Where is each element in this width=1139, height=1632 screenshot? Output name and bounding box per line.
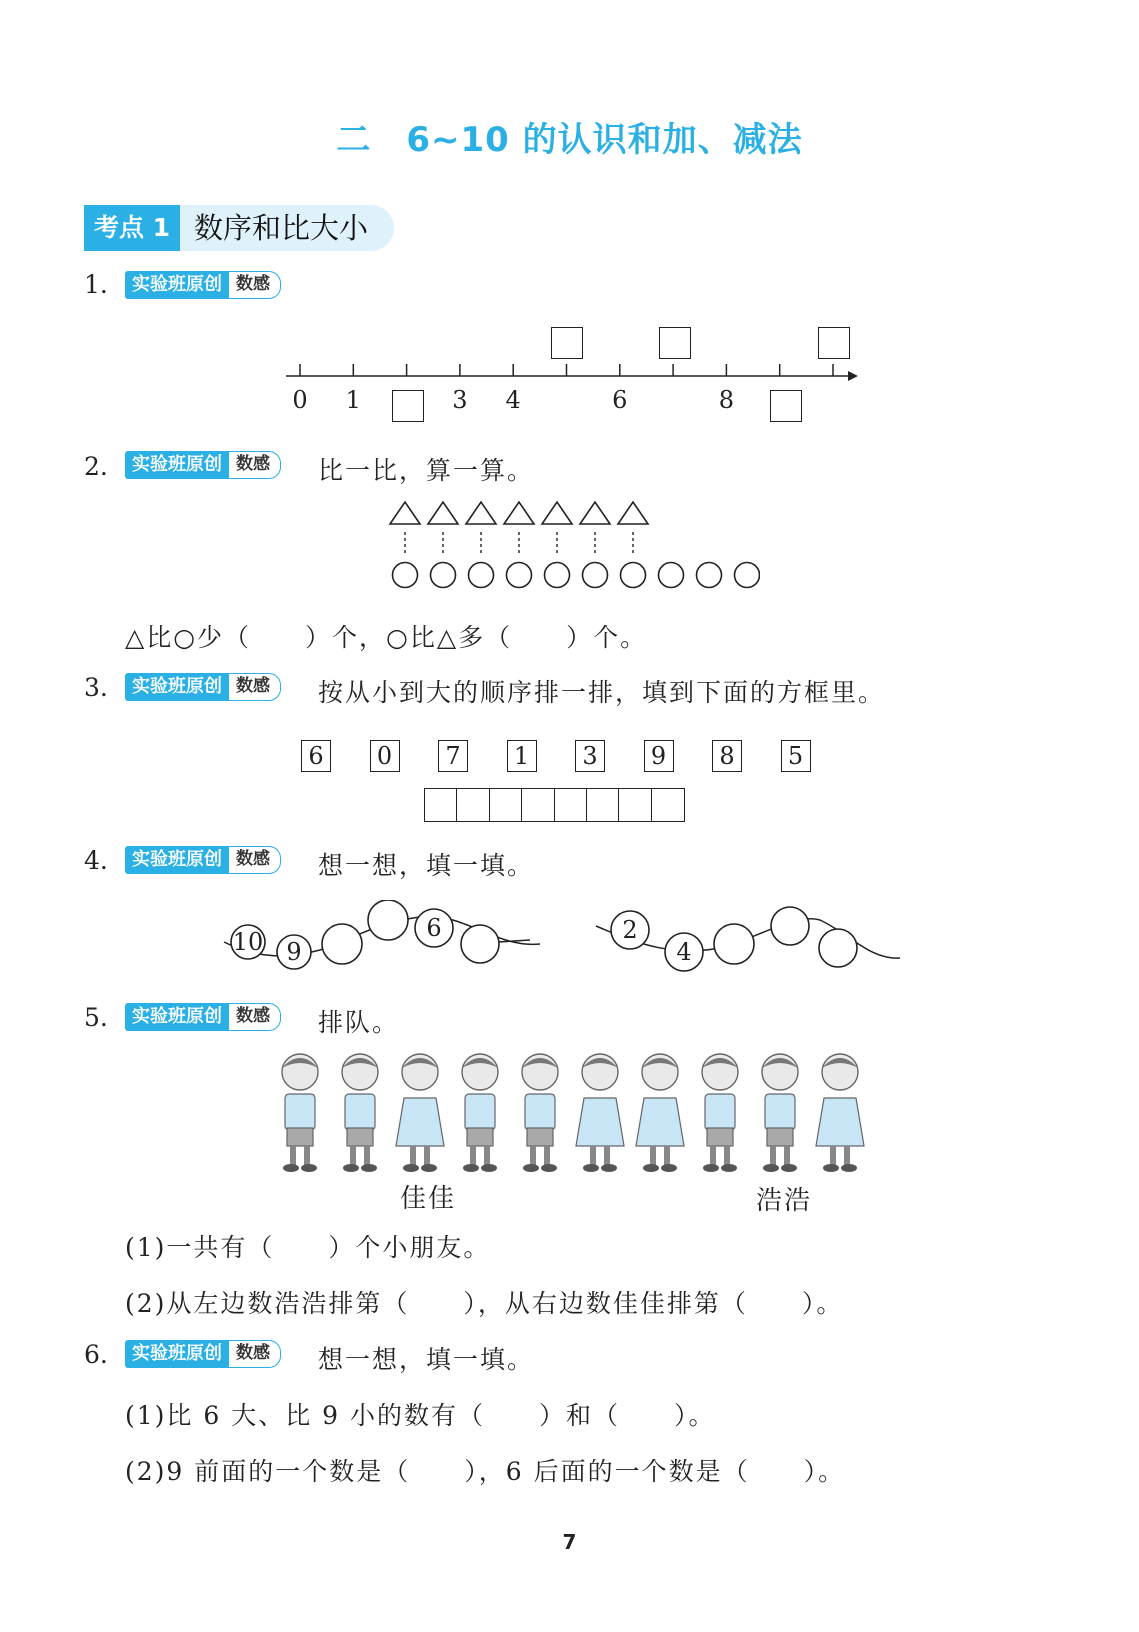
boy-figure xyxy=(702,1054,738,1172)
question-6-badge xyxy=(125,1340,281,1368)
badge-skill: 数感 xyxy=(229,1003,281,1031)
chain-circle[interactable] xyxy=(322,924,362,964)
number-card: 0 xyxy=(370,740,400,772)
question-5-line-1: (1)一共有（ ）个小朋友。 xyxy=(125,1233,491,1262)
tick-label: 1 xyxy=(345,386,361,414)
sort-answer-box[interactable] xyxy=(554,788,588,822)
question-3-badge xyxy=(125,673,281,701)
circle xyxy=(621,563,646,588)
topic-name: 数序和比大小 xyxy=(180,205,394,251)
number-card: 6 xyxy=(301,740,331,772)
question-4-text: 想一想，填一填。 xyxy=(318,851,535,880)
circle xyxy=(735,563,760,588)
question-3-text: 按从小到大的顺序排一排，填到下面的方框里。 xyxy=(318,678,886,707)
number-line-answer-box[interactable] xyxy=(659,327,691,359)
shapes-compare xyxy=(380,500,760,600)
question-6-line-1: (1)比 6 大、比 9 小的数有（ ）和（ ）。 xyxy=(125,1401,716,1430)
number-card: 8 xyxy=(712,740,742,772)
number-card: 9 xyxy=(644,740,674,772)
triangle xyxy=(580,502,610,524)
number-line-answer-box[interactable] xyxy=(551,327,583,359)
question-5-text: 排队。 xyxy=(318,1008,400,1037)
chain-circle[interactable] xyxy=(819,929,857,967)
circle xyxy=(697,563,722,588)
number-card: 3 xyxy=(575,740,605,772)
badge-skill: 数感 xyxy=(229,451,281,479)
triangle xyxy=(428,502,458,524)
sort-answer-box[interactable] xyxy=(651,788,685,822)
question-2-text: 比一比，算一算。 xyxy=(318,456,535,485)
girl-figure xyxy=(816,1054,864,1172)
question-2-badge xyxy=(125,451,281,479)
badge-skill: 数感 xyxy=(229,271,281,299)
circle xyxy=(659,563,684,588)
topic-tag: 考点 1 xyxy=(84,205,180,251)
tick-label: 3 xyxy=(452,386,468,414)
triangle xyxy=(618,502,648,524)
circle xyxy=(507,563,532,588)
girl-figure xyxy=(576,1054,624,1172)
boy-figure xyxy=(762,1054,798,1172)
chain-circle[interactable] xyxy=(714,924,754,964)
circle xyxy=(393,563,418,588)
sort-answer-box[interactable] xyxy=(424,788,458,822)
boy-figure xyxy=(522,1054,558,1172)
badge-skill: 数感 xyxy=(229,1340,281,1368)
girl-figure xyxy=(396,1054,444,1172)
sort-answer-box[interactable] xyxy=(586,788,620,822)
circle xyxy=(431,563,456,588)
question-3-number: 3. xyxy=(84,673,108,702)
sort-answer-box[interactable] xyxy=(521,788,555,822)
triangle xyxy=(466,502,496,524)
number-line-answer-box[interactable] xyxy=(392,390,424,422)
number-card: 1 xyxy=(507,740,537,772)
question-2-fill-line: △比○少（ ）个，○比△多（ ）个。 xyxy=(125,623,648,652)
children-row xyxy=(270,1050,890,1180)
question-1-badge xyxy=(125,271,281,299)
badge-main: 实验班原创 xyxy=(125,271,229,299)
badge-main: 实验班原创 xyxy=(125,1340,229,1368)
chain-1-tail xyxy=(498,940,530,942)
chain-number: 9 xyxy=(286,938,302,966)
question-6-line-2: (2)9 前面的一个数是（ ），6 后面的一个数是（ ）。 xyxy=(125,1457,846,1486)
boy-figure xyxy=(462,1054,498,1172)
chain-number: 6 xyxy=(426,914,442,942)
name-jiajia: 佳佳 xyxy=(400,1184,457,1214)
sort-answer-box[interactable] xyxy=(618,788,652,822)
tick-label: 8 xyxy=(718,386,735,414)
triangle xyxy=(390,502,420,524)
chain-circle[interactable] xyxy=(771,907,809,945)
chain-number: 2 xyxy=(622,916,638,944)
circle xyxy=(469,563,494,588)
triangle xyxy=(542,502,572,524)
chain-circle[interactable] xyxy=(461,925,499,963)
question-4-number: 4. xyxy=(84,846,108,875)
question-2-number: 2. xyxy=(84,452,108,481)
number-chains xyxy=(200,900,900,990)
sort-answer-box[interactable] xyxy=(489,788,523,822)
question-6-number: 6. xyxy=(84,1340,108,1369)
badge-main: 实验班原创 xyxy=(125,673,229,701)
question-4-badge xyxy=(125,846,281,874)
boy-figure xyxy=(282,1054,318,1172)
badge-main: 实验班原创 xyxy=(125,451,229,479)
circle xyxy=(545,563,570,588)
badge-main: 实验班原创 xyxy=(125,1003,229,1031)
badge-skill: 数感 xyxy=(229,846,281,874)
question-1-number: 1. xyxy=(84,270,108,299)
circle xyxy=(583,563,608,588)
sort-answer-box[interactable] xyxy=(456,788,490,822)
sort-answer-boxes xyxy=(424,788,685,822)
question-5-line-2: (2)从左边数浩浩排第（ ），从右边数佳佳排第（ ）。 xyxy=(125,1289,844,1318)
girl-figure xyxy=(636,1054,684,1172)
question-5-badge xyxy=(125,1003,281,1031)
number-line-answer-box[interactable] xyxy=(770,390,802,422)
number-line-answer-box[interactable] xyxy=(818,327,850,359)
page-number: 7 xyxy=(562,1530,577,1554)
page-title: 二 6~10 的认识和加、减法 xyxy=(336,120,803,160)
question-5-number: 5. xyxy=(84,1003,108,1032)
question-6-text: 想一想，填一填。 xyxy=(318,1345,535,1374)
tick-label: 4 xyxy=(505,386,521,414)
number-line-arrow xyxy=(848,371,858,381)
number-card: 5 xyxy=(781,740,811,772)
boy-figure xyxy=(342,1054,378,1172)
tick-label: 6 xyxy=(612,386,628,414)
tick-label: 0 xyxy=(292,386,308,414)
chain-number: 10 xyxy=(232,928,264,956)
chain-circle[interactable] xyxy=(368,900,408,940)
badge-skill: 数感 xyxy=(229,673,281,701)
triangle xyxy=(504,502,534,524)
name-haohao: 浩浩 xyxy=(756,1186,813,1216)
chain-number: 4 xyxy=(676,938,692,966)
badge-main: 实验班原创 xyxy=(125,846,229,874)
number-card: 7 xyxy=(438,740,468,772)
